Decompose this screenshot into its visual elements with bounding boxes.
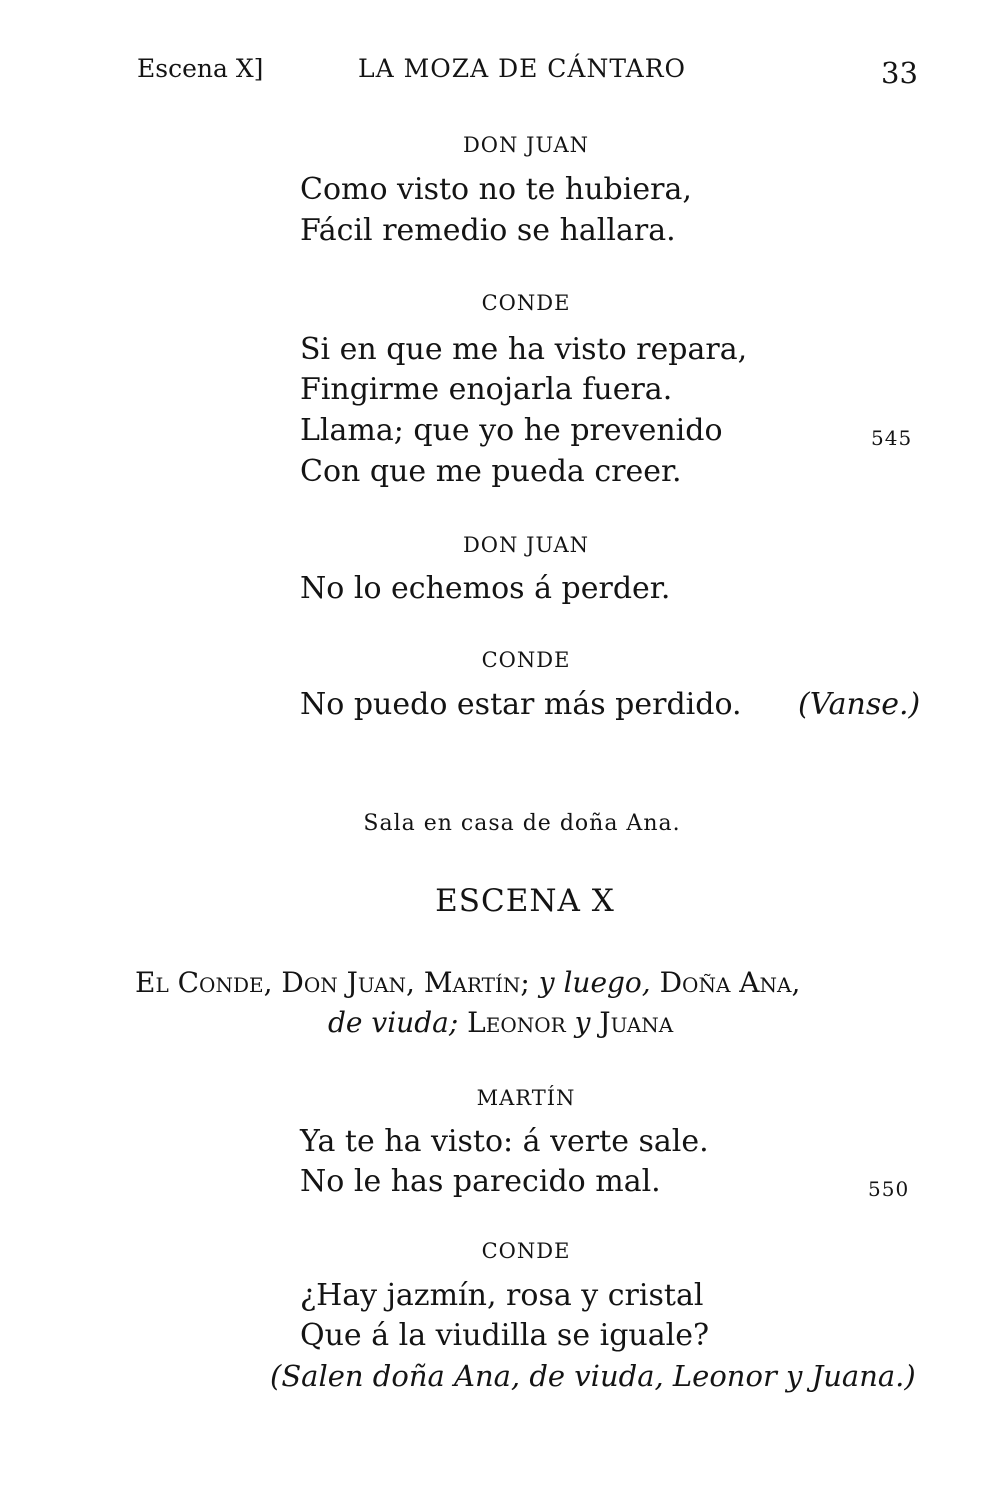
verse-line: No puedo estar más perdido.: [300, 687, 742, 722]
verse-line: Que á la viudilla se iguale?: [300, 1318, 710, 1353]
verse-line: Fácil remedio se hallara.: [300, 213, 676, 248]
stage-direction: (Vanse.): [798, 687, 921, 722]
cast-list-line-2: [328, 1006, 673, 1039]
speaker-label: CONDE: [481, 1239, 571, 1263]
running-head-section: Escena X]: [137, 54, 264, 83]
verse-line: Como visto no te hubiera,: [300, 172, 692, 207]
speaker-label: CONDE: [481, 648, 571, 672]
cast-names: Doña Ana,: [659, 966, 801, 999]
verse-line: Ya te ha visto: á verte sale.: [300, 1124, 709, 1159]
line-number: 550: [868, 1177, 910, 1201]
cast-names: Juana: [599, 1006, 674, 1039]
verse-line: Fingirme enojarla fuera.: [300, 372, 673, 407]
verse-line: Si en que me ha visto repara,: [300, 332, 748, 367]
speaker-label: MARTÍN: [476, 1086, 576, 1110]
page-number: 33: [881, 56, 918, 90]
cast-names: El Conde, Don Juan, Martín;: [135, 966, 530, 999]
speaker-label: CONDE: [481, 291, 571, 315]
verse-line: Llama; que yo he prevenido: [300, 413, 723, 448]
cast-connector: y luego,: [538, 966, 651, 999]
verse-line: Con que me pueda creer.: [300, 454, 682, 489]
verse-line: No le has parecido mal.: [300, 1164, 661, 1199]
cast-list-line-1: [135, 966, 800, 999]
running-head-title: LA MOZA DE CÁNTARO: [358, 54, 687, 83]
line-number: 545: [871, 426, 913, 450]
cast-names: Leonor: [467, 1006, 566, 1039]
scene-setting: Sala en casa de doña Ana.: [363, 811, 681, 836]
speaker-label: DON JUAN: [462, 133, 590, 157]
verse-line: No lo echemos á perder.: [300, 571, 671, 606]
verse-line: ¿Hay jazmín, rosa y cristal: [300, 1278, 704, 1313]
cast-costume-note: de viuda;: [328, 1006, 459, 1039]
speaker-label: DON JUAN: [462, 533, 590, 557]
stage-direction: (Salen doña Ana, de viuda, Leonor y Juana.): [270, 1359, 916, 1393]
scene-title: ESCENA X: [435, 883, 615, 919]
cast-connector: y: [574, 1006, 591, 1039]
